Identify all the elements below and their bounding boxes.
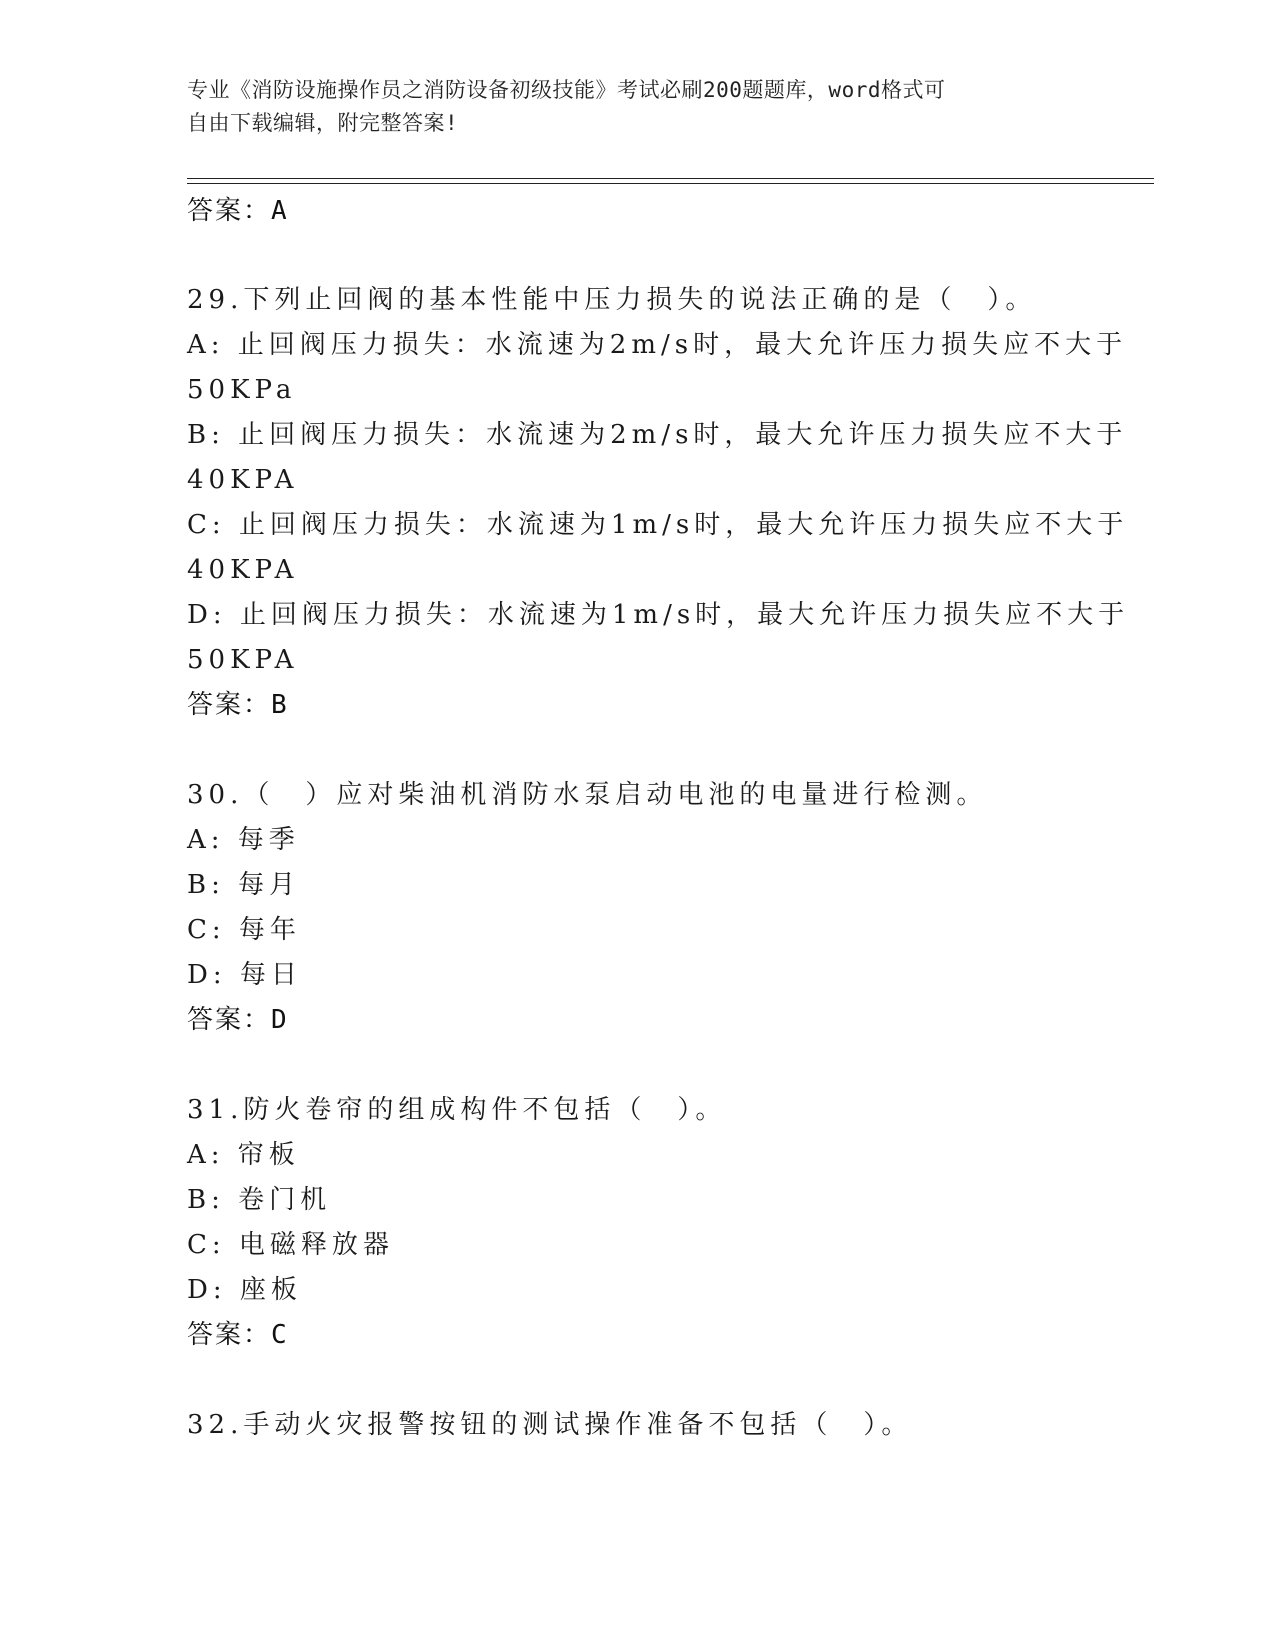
option-d: D: 止回阀压力损失：水流速为1m/s时，最大允许压力损失应不大于 [187, 600, 1130, 630]
question-30: 30.（ ）应对柴油机消防水泵启动电池的电量进行检测。 [187, 780, 988, 810]
option-a-cont: 50KPa [187, 375, 297, 405]
option-a: A: 帘板 [187, 1140, 300, 1170]
option-c: C: 止回阀压力损失：水流速为1m/s时，最大允许压力损失应不大于 [187, 510, 1129, 540]
question-29: 29.下列止回阀的基本性能中压力损失的说法正确的是（ ）。 [187, 285, 1037, 315]
answer-line: 答案：D [187, 1005, 289, 1035]
answer-line: 答案：C [187, 1320, 289, 1350]
page-header [187, 74, 1067, 140]
option-b: B: 卷门机 [187, 1185, 332, 1215]
option-c: C: 每年 [187, 915, 301, 945]
option-d: D: 座板 [187, 1275, 302, 1305]
header-line-2: 自由下载编辑，附完整答案! [187, 111, 459, 135]
option-d: D: 每日 [187, 960, 302, 990]
option-a: A: 止回阀压力损失：水流速为2m/s时，最大允许压力损失应不大于 [187, 330, 1128, 360]
question-31: 31.防火卷帘的组成构件不包括（ ）。 [187, 1095, 727, 1125]
option-b-cont: 40KPA [187, 465, 299, 495]
option-c: C: 电磁释放器 [187, 1230, 394, 1260]
option-b: B: 止回阀压力损失：水流速为2m/s时，最大允许压力损失应不大于 [187, 420, 1128, 450]
option-a: A: 每季 [187, 825, 300, 855]
header-line-1: 专业《消防设施操作员之消防设备初级技能》考试必刷200题题库，word格式可 [187, 78, 946, 102]
question-32: 32.手动火灾报警按钮的测试操作准备不包括（ ）。 [187, 1410, 913, 1440]
option-d-cont: 50KPA [187, 645, 299, 675]
answer-line: 答案：B [187, 690, 289, 720]
option-c-cont: 40KPA [187, 555, 299, 585]
header-rule-top [187, 178, 1154, 179]
option-b: B: 每月 [187, 870, 301, 900]
header-rule-bottom [187, 183, 1154, 184]
answer-line: 答案：A [187, 196, 289, 226]
